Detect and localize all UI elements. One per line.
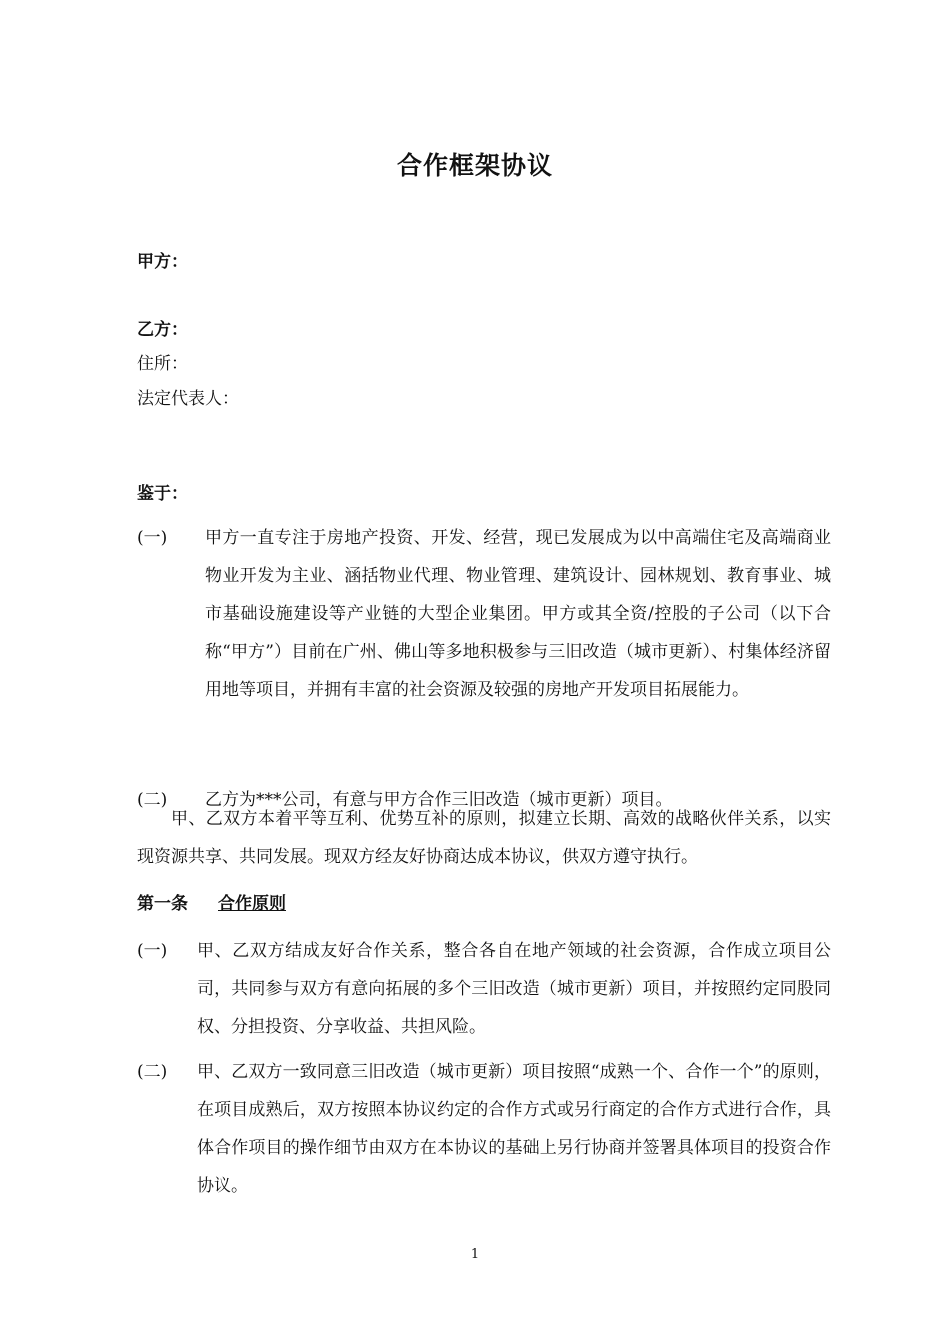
party-a-label: 甲方： — [137, 252, 188, 272]
legal-representative-label: 法定代表人： — [137, 389, 239, 409]
article-number: 第一条 — [137, 894, 188, 914]
item-number: (一) — [137, 528, 168, 548]
item-text: 甲、乙双方一致同意三旧改造（城市更新）项目按照“成熟一个、合作一个”的原则，在项目成熟后，双方按照本协议约定的合作方式或另行商定的合作方式进行合作，具体合作项目的操作细节由双方在本协议的基础上另行协商并签署具体项目的投资合作协议。 — [197, 1062, 831, 1196]
whereas-item — [137, 519, 831, 709]
item-number: (二) — [137, 1062, 168, 1082]
party-b-label: 乙方： — [137, 320, 188, 340]
page-number: 1 — [470, 1247, 480, 1262]
item-text: 乙方为***公司，有意与甲方合作三旧改造（城市更新）项目。 — [205, 790, 673, 810]
article-item — [137, 1053, 831, 1205]
article-item — [137, 932, 831, 1046]
item-number: (二) — [137, 790, 168, 810]
address-label: 住所： — [137, 354, 188, 374]
article-heading — [137, 892, 286, 916]
article-name: 合作原则 — [218, 894, 286, 914]
document-title: 合作框架协议 — [396, 151, 553, 180]
item-text: 甲、乙双方结成友好合作关系，整合各自在地产领域的社会资源，合作成立项目公司，共同参与双方有意向拓展的多个三旧改造（城市更新）项目，并按照约定同股同权、分担投资、分享收益、共担风险。 — [197, 941, 831, 1037]
item-text: 甲方一直专注于房地产投资、开发、经营，现已发展成为以中高端住宅及高端商业物业开发为主业、涵括物业代理、物业管理、建筑设计、园林规划、教育事业、城市基础设施建设等产业链的大型企业集团。甲方或其全资/控股的子公司（以下合称“甲方”）目前在广州、佛山等多地积极参与三旧改造（城市更新）、村集体经济留用地等项目，并拥有丰富的社会资源及较强的房地产开发项目拓展能力。 — [205, 528, 831, 700]
whereas-label: 鉴于： — [137, 484, 188, 504]
intro-paragraph: 甲、乙双方本着平等互利、优势互补的原则，拟建立长期、高效的战略伙伴关系，以实现资源共享、共同发展。现双方经友好协商达成本协议，供双方遵守执行。 — [137, 809, 831, 867]
item-number: (一) — [137, 941, 168, 961]
